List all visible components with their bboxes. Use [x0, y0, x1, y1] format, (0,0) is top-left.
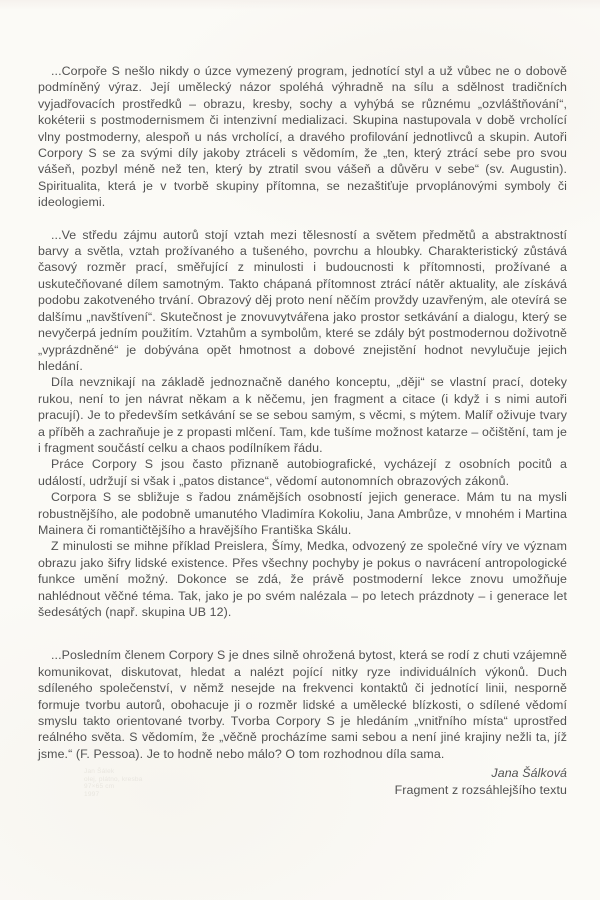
article-body — [38, 63, 567, 798]
paragraph-5: Corpora S se sbližuje s řadou známějších osobností jejich generace. Mám tu na mysli robustnějšího, ale podobně umanutého Vladimíra Kokoliu, Jana Ambrůze, v mnohém i Martina Mainera či romantičtějšího a hravějšího Františka Skálu. — [38, 490, 567, 537]
faint-caption-line-4: 1997 — [84, 790, 100, 798]
paragraph-1: ...Corpoře S nešlo nikdy o úzce vymezený program, jednotící styl a už vůbec ne o dobově podmíněný výraz. Její umělecký názor spoléhá výhradně na sílu a sdělnost tradičních vyjadřovacích prostředků – obrazu, kresby, sochy a vyhýbá se různému „ozvláštňování“, kokéterii s postmodernismem či intenzivní medializaci. Skupina nastupovala v době vrcholící vlny postmoderny, alespoň u nás vrcholící, a dravého profilování jednotlivců a skupin. Autoři Corpory S se za svými díly jakoby ztráceli s vědomím, že „ten, který ztrácí sebe pro svou vášeň, pozbyl méně než ten, který by ztratil svou vášeň a důvěru v sebe“ (sv. Augustin). Spiritualita, která je v tvorbě skupiny přítomna, se nezaštiťuje prvoplánovými symboly či ideologiemi. — [38, 64, 567, 210]
paragraph-4: Práce Corpory S jsou často přiznaně autobiografické, vycházejí z osobních pocitů a událostí, udržují si však i „patos distance“, vědomí autonomních obrazových zákonů. — [38, 457, 567, 488]
signature-note: Fragment z rozsáhlejšího textu — [394, 782, 567, 797]
paragraph-3: Díla nevznikají na základě jednoznačně daného konceptu, „ději“ se vlastní prací, doteky rukou, není to jen návrat někam a k něčemu, jen fragment a citace (i když i s nimi autoři pracují). Je to především setkávání se se sebou samým, s věcmi, s mýtem. Malíř oživuje tvary a příběh a zachraňuje je z propasti mlčení. Tam, kde tušíme možnost katarze – očištění, tam je i fragment součástí celku a chaos podílníkem řádu. — [38, 375, 567, 455]
paragraph-7: ...Posledním členem Corpory S je dnes silně ohrožená bytost, která se rodí z chuti vzájemně komunikovat, diskutovat, hledat a nalézt pojící nitky ryze individuálních výkonů. Duch sdíleného společenství, v němž nesejde na frekvenci kontaktů či jednotící linii, nesporně formuje tvorbu autorů, obohacuje ji o rozměr lidské a umělecké blízkosti, o sdílené vědomí smyslu takto orientované tvorby. Tvorba Corpory S je hledáním „vnitřního místa“ uprostřed reálného světa. S vědomím, že „věčně procházíme sami sebou a není jiné krajiny nežli ta, jíž jsme.“ (F. Pessoa). Je to hodně nebo málo? O tom rozhodnou díla sama. — [38, 648, 567, 761]
paragraph-6: Z minulosti se mihne příklad Preislera, Šímy, Medka, odvozený ze společné víry ve význam obrazu jako šifry lidské existence. Přes všechny pochyby je pokus o navrácení antropologické funkce umění možný. Dokonce se zdá, že právě postmoderní lekce znovu umožňuje nahlédnout věčné téma. Tak, jako je po svém nalézala – po letech prázdnoty – i generace let šedesátých (např. skupina UB 12). — [38, 539, 567, 619]
paragraph-2: ...Ve středu zájmu autorů stojí vztah mezi tělesností a světem předmětů a abstraktností barvy a světla, vztah prožívaného a tušeného, povrchu a hloubky. Charakteristický zůstává časový rozměr prací, směřující z minulosti i budoucnosti k přítomnosti, prožívané a uskutečňované dílem samotným. Takto chápaná přítomnost ztrácí nátěr aktuality, ale získává podobu zakotveného trvání. Obrazový děj proto není něčím provždy uzavřeným, ale otevírá se dalšímu „navštívení“. Skutečnost je znovuvytvářena jako prostor setkávání a dialogu, který se nevyčerpá jedním použitím. Vztahům a symbolům, které se zdály být postmodernou doživotně „vyprázdněné“ je dobývána opět hmotnost a dobové znejistění hodnot nevylučuje jejich hledání. — [38, 227, 567, 373]
faint-caption-line-3: 97×65 cm — [84, 783, 115, 791]
faint-caption-line-2: olej, plátno, kresba — [84, 775, 143, 783]
faint-caption-line-1: Jan Šálek — [84, 768, 115, 775]
signature-author: Jana Šálková — [491, 766, 567, 781]
faint-caption — [84, 768, 143, 798]
